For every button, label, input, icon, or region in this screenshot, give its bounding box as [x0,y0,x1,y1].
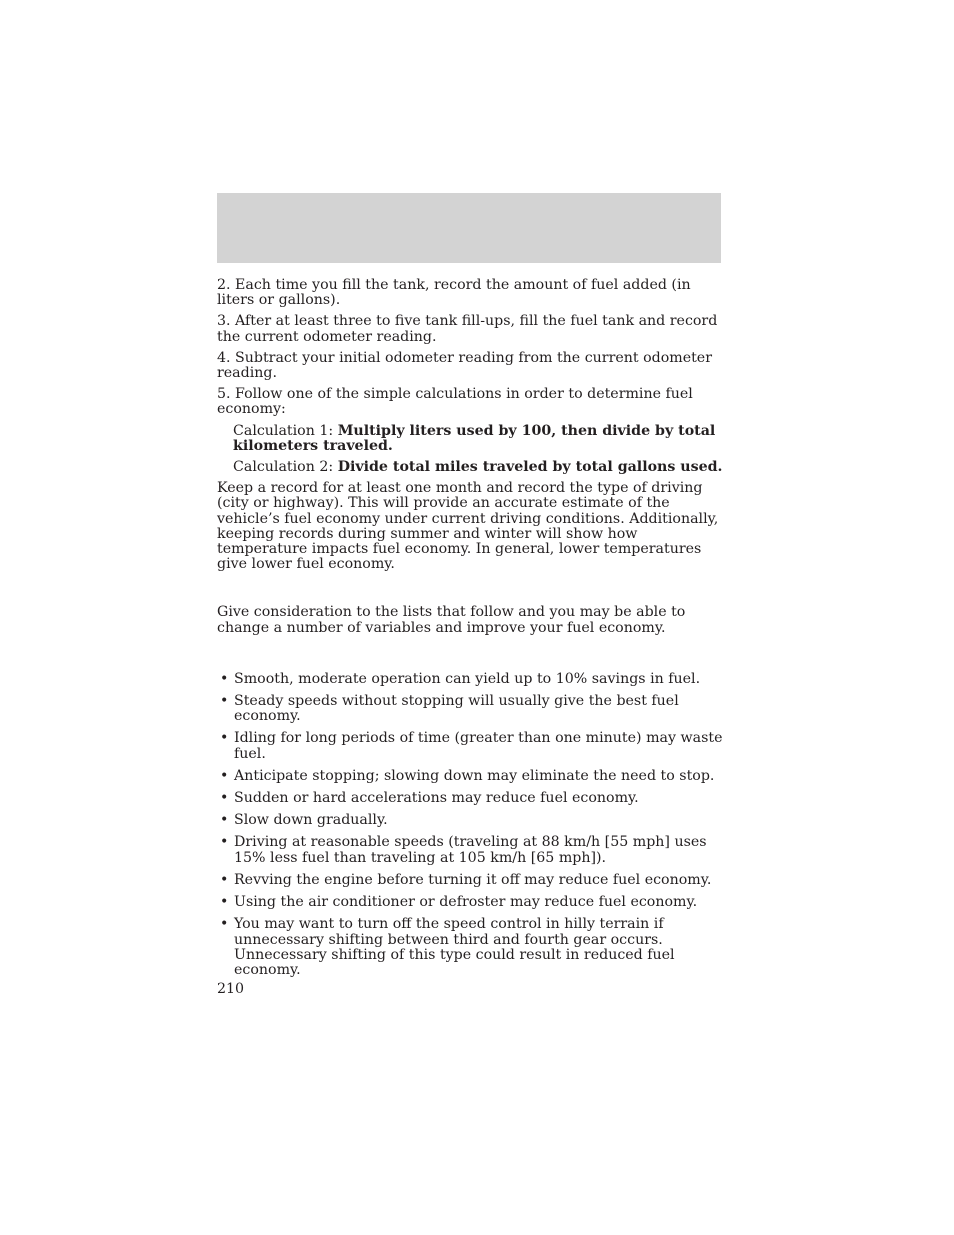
list-item [217,873,723,888]
calculation-2-text: Divide total miles traveled by total gallons used. [337,459,723,476]
bullet-icon: • [220,767,229,784]
section-header-bar [217,193,721,263]
list-item [217,731,723,761]
list-item [217,895,723,910]
step-3: 3. After at least three to five tank fill-ups, fill the fuel tank and record the current odometer reading. [217,313,718,345]
bullet-icon: • [220,871,229,888]
record-paragraph: Keep a record for at least one month and record the type of driving (city or highway). This will provide an accurate estimate of the vehicle’s fuel economy under current driving conditions. Additionally, keeping records during summer and winter will show how temperature impacts fuel economy. In general, lower temperatures give lower fuel economy. [217,480,719,573]
page-content [217,278,723,985]
list-item-text: Sudden or hard accelerations may reduce fuel economy. [234,790,639,807]
list-item [217,813,723,828]
list-item-text: Driving at reasonable speeds (traveling at 88 km/h [55 mph] uses 15% less fuel than traveling at 105 km/h [65 mph]). [234,834,707,866]
bullet-icon: • [220,790,229,807]
list-item-text: Slow down gradually. [234,812,388,829]
list-item-text: You may want to turn off the speed control in hilly terrain if unnecessary shifting between third and fourth gear occurs. Unnecessary shifting of this type could result in reduced fuel economy. [234,916,675,978]
list-item [217,694,723,724]
list-item [217,835,723,865]
list-item [217,917,723,978]
list-item-text: Idling for long periods of time (greater than one minute) may waste fuel. [234,730,723,762]
list-item [217,769,723,784]
list-item-text: Steady speeds without stopping will usually give the best fuel economy. [234,693,679,725]
calculation-1-label: Calculation 1: [233,422,338,439]
bullet-icon: • [220,812,229,829]
bullet-icon: • [220,730,229,747]
bullet-icon: • [220,916,229,933]
step-4: 4. Subtract your initial odometer reading from the current odometer reading. [217,349,712,382]
list-item-text: Anticipate stopping; slowing down may eliminate the need to stop. [234,767,715,784]
list-item-text: Smooth, moderate operation can yield up to 10% savings in fuel. [234,670,701,687]
step-5: 5. Follow one of the simple calculations in order to determine fuel economy: [217,386,693,418]
bullet-icon: • [220,693,229,710]
calculation-1 [233,424,723,454]
spacer [217,642,723,672]
step-2: 2. Each time you fill the tank, record the amount of fuel added (in liters or gallons). [217,277,691,309]
calculation-1-text: Multiply liters used by 100, then divide by total kilometers traveled. [233,422,716,454]
calculation-2 [233,460,723,475]
bullet-icon: • [220,670,229,687]
spacer [217,578,723,605]
page-number: 210 [217,981,245,997]
bullet-icon: • [220,894,229,911]
list-item [217,672,723,687]
list-item-text: Using the air conditioner or defroster may reduce fuel economy. [234,894,698,911]
list-item-text: Revving the engine before turning it off may reduce fuel economy. [234,871,712,888]
fuel-economy-tips-list [217,672,723,978]
bullet-icon: • [220,834,229,851]
calculation-2-label: Calculation 2: [233,459,338,476]
list-item [217,791,723,806]
consideration-paragraph: Give consideration to the lists that follow and you may be able to change a number of variables and improve your fuel economy. [217,604,686,636]
